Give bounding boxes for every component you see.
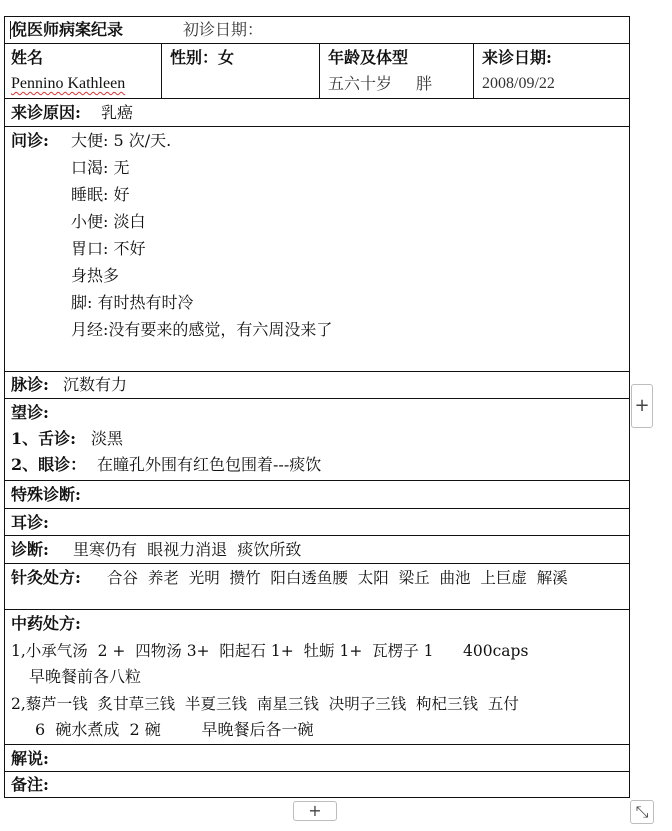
visit-date-cell[interactable]: [473, 44, 629, 98]
ear-diagnosis-label: 耳诊:: [11, 513, 49, 532]
inquiry-label: 问诊:: [11, 131, 49, 150]
pulse-label: 脉诊:: [11, 375, 49, 394]
inquiry-item: 睡眠: 好: [71, 185, 130, 204]
explanation-row[interactable]: [5, 745, 629, 772]
observation-label: 望诊:: [11, 403, 49, 422]
special-diagnosis-label: 特殊诊断:: [11, 485, 81, 504]
first-visit-label: 初诊日期：: [183, 20, 264, 39]
name-cell[interactable]: [5, 44, 161, 98]
age-label: 年龄及体型: [328, 48, 409, 67]
acupuncture-row[interactable]: [5, 564, 629, 610]
add-column-button[interactable]: [631, 384, 653, 428]
header-row: [5, 17, 629, 44]
medical-record-table: [4, 16, 630, 798]
table-resize-handle[interactable]: [630, 800, 654, 824]
explanation-label: 解说:: [11, 749, 49, 768]
special-diagnosis-row[interactable]: [5, 481, 629, 509]
plus-icon: +: [308, 801, 322, 820]
patient-info-row: [5, 44, 629, 99]
acupuncture-label: 针灸处方:: [11, 568, 81, 587]
gender-label: 性别：女: [170, 48, 235, 67]
inquiry-item: 小便: 淡白: [71, 212, 146, 231]
tongue-label: 1、舌诊:: [11, 429, 77, 448]
eye-value: 在瞳孔外围有红色包围着---痰饮: [97, 455, 322, 474]
herbal-label: 中药处方:: [11, 614, 81, 633]
age-value: 五六十岁: [328, 74, 393, 93]
herbal-line: 2,藜芦一钱 炙甘草三钱 半夏三钱 南星三钱 决明子三钱 枸杞三钱 五付: [11, 695, 519, 713]
pulse-value: 沉数有力: [63, 375, 128, 394]
visit-date-label: 来诊日期:: [482, 48, 552, 67]
add-row-button[interactable]: [293, 801, 337, 821]
record-title: 倪医师病案纪录: [11, 20, 124, 39]
inquiry-item: 大便: 5 次/天.: [71, 131, 172, 150]
herbal-line: 1,小承气汤 2 + 四物汤 3+ 阳起石 1+ 牡蛎 1+ 瓦楞子 1 400caps: [11, 642, 529, 660]
herbal-line: 6 碗水煮成 2 碗 早晚餐后各一碗: [35, 720, 314, 739]
plus-icon: +: [634, 395, 650, 416]
diagnosis-row[interactable]: [5, 536, 629, 564]
name-value: Pennino Kathleen: [11, 75, 126, 92]
ear-diagnosis-row[interactable]: [5, 509, 629, 536]
notes-label: 备注:: [11, 775, 49, 794]
age-cell[interactable]: [319, 44, 473, 98]
observation-row[interactable]: [5, 399, 629, 481]
reason-value: 乳癌: [101, 103, 134, 122]
reason-row[interactable]: [5, 99, 629, 127]
visit-date-value: 2008/09/22: [482, 75, 555, 92]
herbal-row[interactable]: [5, 610, 629, 745]
expand-icon: ⤡: [635, 802, 649, 821]
pulse-row[interactable]: [5, 372, 629, 399]
inquiry-item: 月经:没有要来的感觉，有六周没来了: [71, 320, 333, 339]
herbal-line: 早晚餐前各八粒: [29, 667, 142, 686]
name-label: 姓名: [11, 48, 44, 67]
tongue-value: 淡黑: [91, 429, 124, 448]
inquiry-item: 身热多: [71, 266, 120, 285]
gender-cell[interactable]: [161, 44, 319, 98]
acupuncture-value: 合谷 养老 光明 攒竹 阳白透鱼腰 太阳 梁丘 曲池 上巨虚 解溪: [107, 569, 568, 587]
reason-label: 来诊原因:: [11, 103, 81, 122]
inquiry-row[interactable]: [5, 127, 629, 372]
inquiry-item: 脚: 有时热有时冷: [71, 293, 194, 312]
diagnosis-value: 里寒仍有 眼视力消退 痰饮所致: [73, 540, 302, 559]
inquiry-item: 口渴: 无: [71, 158, 130, 177]
inquiry-item: 胃口: 不好: [71, 239, 146, 258]
build-value: 胖: [416, 74, 433, 93]
diagnosis-label: 诊断:: [11, 540, 49, 559]
notes-row[interactable]: [5, 772, 629, 797]
eye-label: 2、眼诊：: [11, 455, 87, 474]
